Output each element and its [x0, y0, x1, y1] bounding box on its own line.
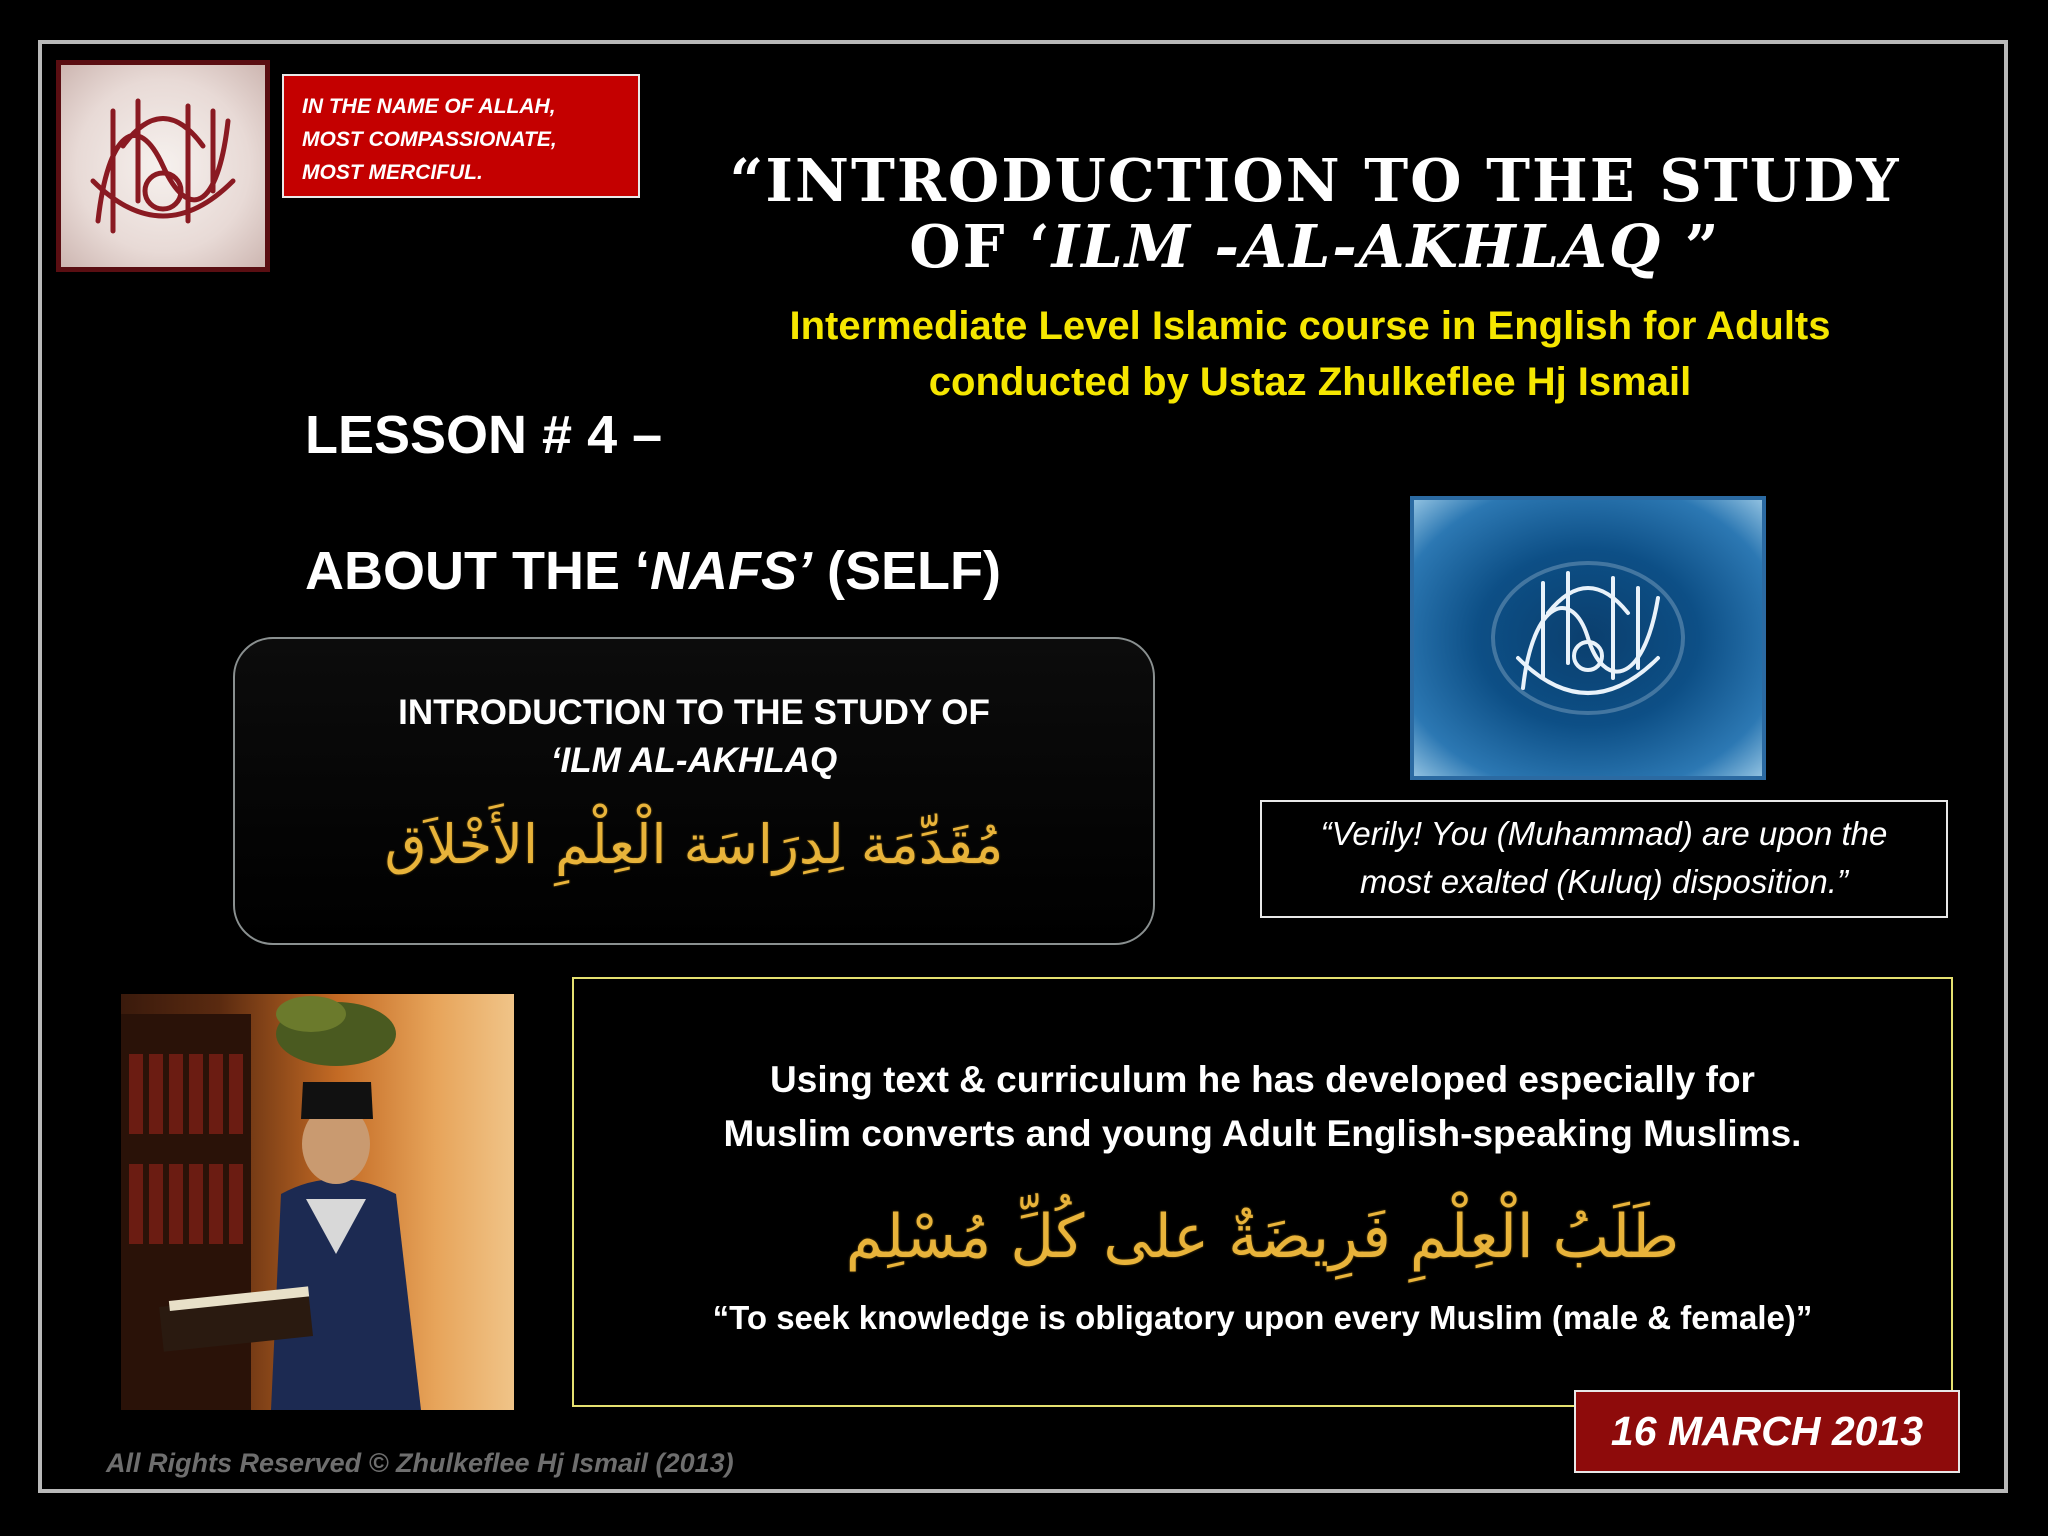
- topic-prefix: ABOUT THE ‘: [305, 541, 650, 601]
- hadith-translation: “To seek knowledge is obligatory upon every Muslim (male & female)”: [712, 1299, 1813, 1336]
- basmala-label-line: MOST MERCIFUL.: [302, 161, 483, 184]
- title-suffix: ”: [1662, 212, 1721, 281]
- intro-box: [233, 637, 1155, 945]
- basmala-label-line: MOST COMPASSIONATE,: [302, 128, 557, 151]
- topic-emphasis: NAFS’: [650, 541, 812, 601]
- quote-line-1: “Verily! You (Muhammad) are upon the: [1320, 815, 1888, 852]
- info-line-1: Using text & curriculum he has developed especially for: [770, 1059, 1755, 1100]
- lesson-number: LESSON # 4 –: [305, 405, 663, 465]
- basmala-label: [282, 74, 640, 198]
- intro-arabic-text: مُقَدِّمَة لِدِرَاسَة الْعِلْمِ الأَخْلاَق: [384, 813, 1004, 876]
- intro-line-2: ‘ILM AL-AKHLAQ: [550, 741, 838, 780]
- calligraphy-icon: [68, 71, 258, 261]
- slide-title: [670, 148, 1960, 280]
- copyright-notice: All Rights Reserved © Zhulkeflee Hj Ismail (2013): [106, 1448, 734, 1478]
- subtitle-line-2: conducted by Ustaz Zhulkeflee Hj Ismail: [928, 360, 1692, 404]
- quran-quote: [1260, 800, 1948, 918]
- title-line-2: [670, 214, 1960, 280]
- quote-line-2: most exalted (Kuluq) disposition.”: [1360, 863, 1848, 900]
- hadith-arabic-text: طَلَبُ الْعِلْمِ فَرِيضَةٌ على كُلِّ مُسْلِم: [845, 1202, 1680, 1272]
- title-prefix: OF ‘: [909, 212, 1052, 281]
- curriculum-info-box: [572, 977, 1953, 1407]
- basmala-label-line: IN THE NAME OF ALLAH,: [302, 95, 556, 118]
- topic-suffix: (SELF): [812, 541, 1001, 601]
- course-subtitle: [700, 298, 1920, 410]
- instructor-photo: [121, 994, 514, 1410]
- title-emphasis: ILM -AL-AKHLAQ: [1051, 212, 1663, 281]
- khuluq-calligraphy-image: [1410, 496, 1766, 780]
- info-line-2: Muslim converts and young Adult English-speaking Muslims.: [723, 1113, 1802, 1154]
- subtitle-line-1: Intermediate Level Islamic course in English for Adults: [789, 304, 1831, 348]
- date-badge: 16 MARCH 2013: [1574, 1390, 1960, 1473]
- basmala-calligraphy-image: [56, 60, 270, 272]
- intro-line-1: INTRODUCTION TO THE STUDY OF: [398, 693, 990, 732]
- calligraphy-icon: [1463, 538, 1713, 738]
- title-line-1: “INTRODUCTION TO THE STUDY: [729, 146, 1901, 215]
- instructor-figure-icon: [121, 994, 514, 1410]
- lesson-topic: [305, 540, 1001, 602]
